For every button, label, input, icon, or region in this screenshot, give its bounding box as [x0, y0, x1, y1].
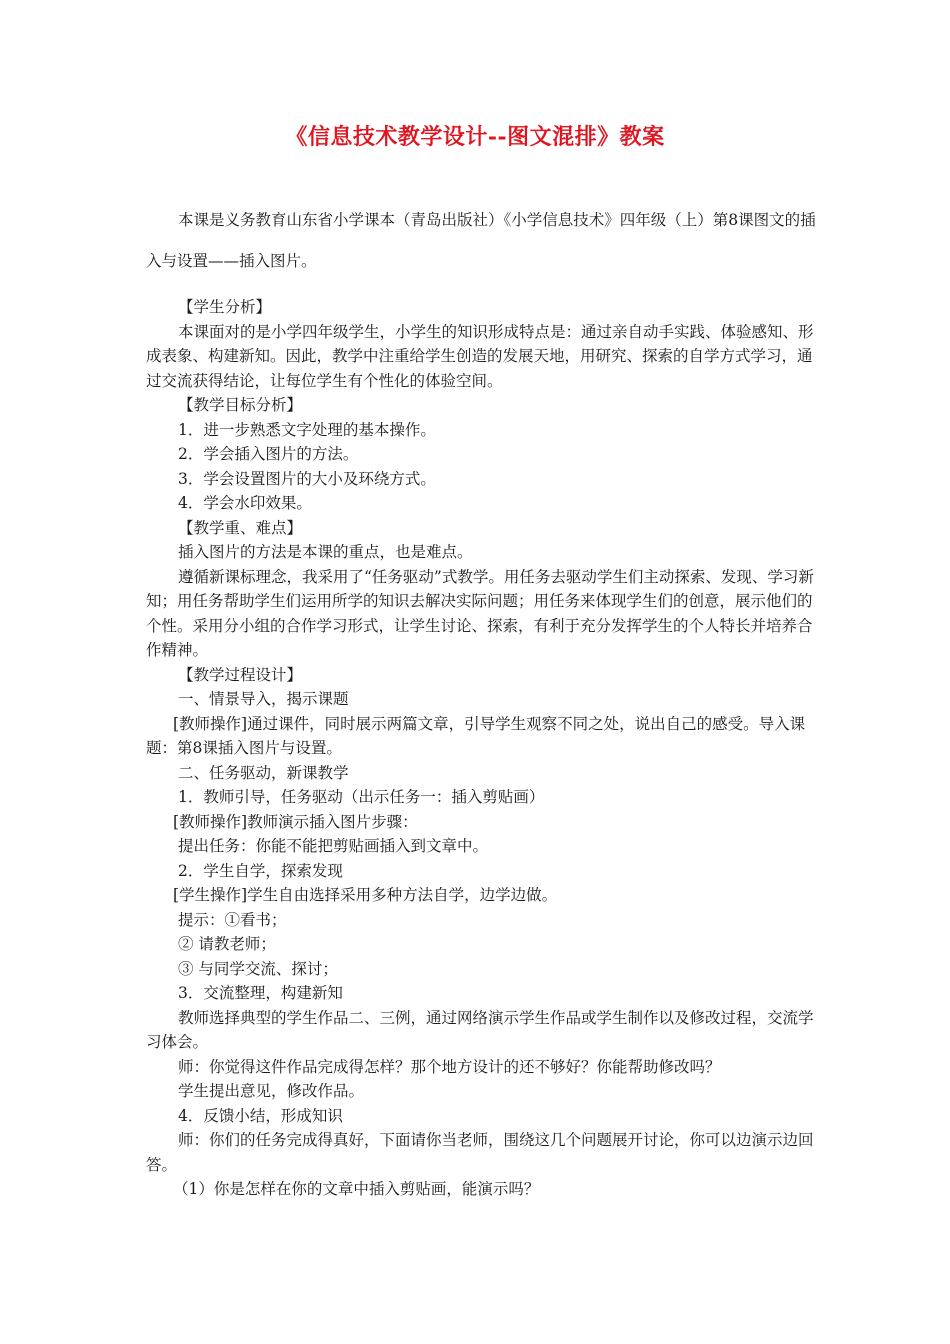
section-heading-process-design: 【教学过程设计】: [178, 665, 303, 684]
substep-2-heading: 2．学生自学，探索发现: [178, 861, 343, 880]
substep-3-heading: 3．交流整理，构建新知: [178, 984, 343, 1002]
hint-item-1: 提示：①看书；: [178, 910, 287, 929]
document-body: [146, 200, 822, 1202]
section-heading-student-analysis: 【学生分析】: [178, 298, 272, 316]
teacher-operation-paragraph-2: [教师操作]教师演示插入图片步骤：: [173, 812, 418, 831]
substep-1-heading: 1．教师引导，任务驱动（出示任务一：插入剪贴画）: [178, 788, 545, 806]
teaching-method-paragraph: 遵循新课标理念，我采用了“任务驱动”式教学。用任务去驱动学生们主动探索、发现、学习新知；用任务帮助学生们运用所学的知识去解决实际问题；用任务来体现学生们的创意，展示他们的个性。采用分小组的合作学习形式，让学生讨论、探索，有利于充分发挥学生的个人特长并培养合作精神。: [146, 567, 814, 659]
substep-4-heading: 4．反馈小结，形成知识: [178, 1106, 343, 1125]
discussion-question-1: （1）你是怎样在你的文章中插入剪贴画，能演示吗？: [173, 1180, 540, 1198]
teacher-operation-paragraph-1: [教师操作]通过课件，同时展示两篇文章，引导学生观察不同之处，说出自己的感受。导入课题：第8课插入图片与设置。: [146, 714, 806, 757]
student-operation-paragraph: [学生操作]学生自由选择采用多种方法自学，边学边做。: [173, 886, 558, 904]
key-points-paragraph: 插入图片的方法是本课的重点，也是难点。: [178, 543, 473, 561]
task-prompt-paragraph: 提出任务：你能不能把剪贴画插入到文章中。: [178, 837, 489, 855]
student-feedback-paragraph: 学生提出意见，修改作品。: [178, 1082, 365, 1100]
student-analysis-paragraph: 本课面对的是小学四年级学生，小学生的知识形成特点是：通过亲自动手实践、体验感知、形成表象、构建新知。因此，教学中注重给学生创造的发展天地，用研究、探索的自学方式学习，通过交流获得结论，让每位学生有个性化的体验空间。: [146, 322, 814, 390]
intro-paragraph: 本课是义务教育山东省小学课本（青岛出版社）《小学信息技术》四年级（上）第8课图文的插入与设置——插入图片。: [146, 211, 816, 270]
teacher-question-paragraph: 师：你觉得这件作品完成得怎样？那个地方设计的还不够好？你能帮助修改吗？: [178, 1057, 721, 1076]
section-heading-teaching-goals: 【教学目标分析】: [178, 396, 303, 414]
document-title: 《信息技术教学设计--图文混排》教案: [285, 124, 665, 150]
goal-item-2: 2．学会插入图片的方法。: [178, 445, 359, 463]
goal-item-1: 1．进一步熟悉文字处理的基本操作。: [178, 420, 436, 439]
process-step-1-heading: 一、情景导入，揭示课题: [178, 690, 349, 708]
teacher-summary-paragraph: 师：你们的任务完成得真好，下面请你当老师，围绕这几个问题展开讨论，你可以边演示边回答。: [146, 1131, 814, 1174]
hint-item-2: ② 请教老师；: [178, 935, 276, 953]
hint-item-3: ③ 与同学交流、探讨；: [178, 959, 338, 978]
section-heading-key-points: 【教学重、难点】: [178, 518, 303, 537]
goal-item-4: 4．学会水印效果。: [178, 494, 312, 512]
goal-item-3: 3．学会设置图片的大小及环绕方式。: [178, 469, 436, 488]
process-step-2-heading: 二、任务驱动，新课教学: [178, 763, 349, 782]
example-works-paragraph: 教师选择典型的学生作品二、三例，通过网络演示学生作品或学生制作以及修改过程，交流学习体会。: [146, 1008, 814, 1051]
